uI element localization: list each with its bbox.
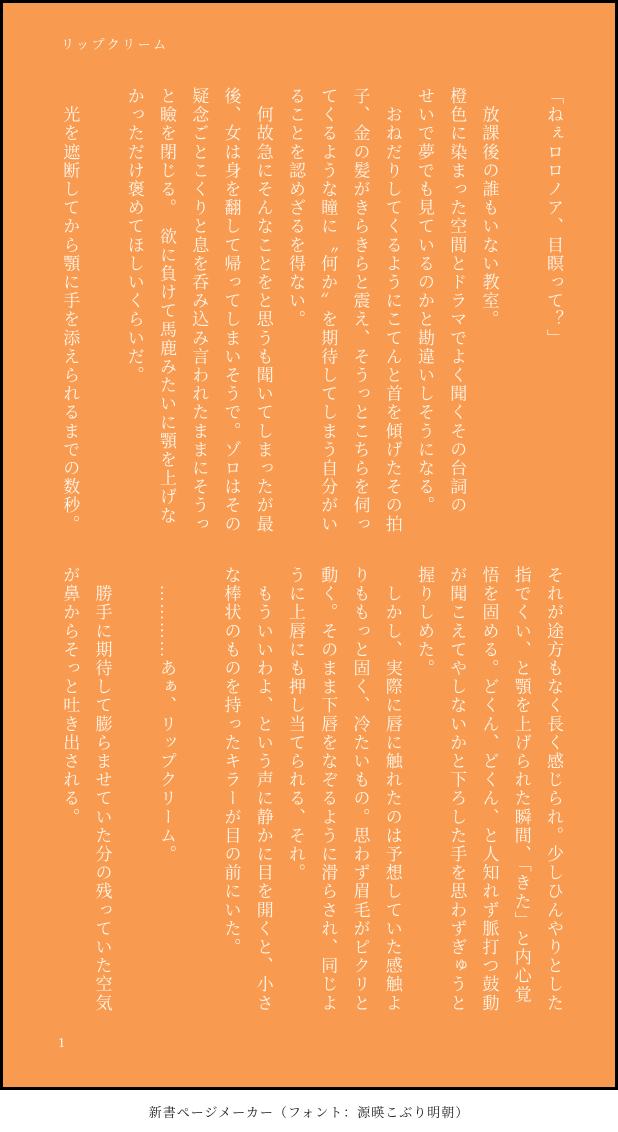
text-column: 疑念ごとこくりと息を呑み込み言われたままにそうっ: [189, 87, 209, 534]
text-column: うに上唇にも押し当てられる、それ。: [286, 566, 305, 883]
text-column: かっただけ褒めてほしいくらいだ。: [124, 87, 144, 385]
page-number: 1: [58, 1036, 65, 1051]
text-column: と瞼を閉じる。 欲に負けて馬鹿みたいに顎を上げな: [157, 87, 176, 525]
text-band-2: [53, 566, 569, 1018]
footer-credit-text: 新書ページメーカー（フォント：源暎こぶり明朝）: [148, 1104, 470, 1120]
text-column: おねだりしてくるようにこてんと首を傾げたその拍: [382, 87, 402, 534]
page-title: リップクリーム: [61, 37, 169, 52]
text-column: が鼻からそっと吐き出される。: [60, 566, 80, 827]
text-column: 動く。そのまま下唇をなぞるように滑らされ、同じよ: [318, 566, 338, 1013]
text-column: 指でくい、と顎を上げられた瞬間、「きた」と内心覚: [511, 566, 531, 1004]
text-column: 何故急にそんなことをと思うも聞いてしまったが最: [253, 87, 273, 534]
text-column: もういいわよ、という声に静かに目を開くと、小さ: [253, 566, 273, 1013]
text-column: りももっと固く、冷たいもの。思わず眉毛がピクリと: [350, 566, 370, 1013]
text-band-1: [53, 87, 569, 539]
text-column: せいで夢でも見ているのかと勘違いしそうになる。: [415, 87, 434, 515]
text-column: 「ねぇロロノア、目瞑って？」: [544, 87, 563, 348]
text-column: 橙色に染まった空間とドラマでよく聞くその台詞の: [447, 87, 467, 515]
text-column: が聞こえてやしないかと下ろした手を思わずぎゅうと: [447, 566, 467, 1013]
text-column: 握りしめた。: [415, 566, 434, 678]
text-column: 悟を固める。どくん、どくん、と人知れず脈打つ鼓動: [479, 566, 499, 1013]
footer-strip: [0, 1090, 618, 1132]
text-column: 後、女は身を翻して帰ってしまいそうで。ゾロはその: [221, 87, 241, 534]
text-column: それが途方もなく長く感じられ。少しひんやりとした: [544, 566, 563, 1013]
text-column: 放課後の誰もいない教室。: [479, 87, 499, 329]
text-column: てくるような瞳に〝何か〟を期待してしまう自分がい: [318, 87, 338, 534]
text-column: 光を遮断してから顎に手を添えられるまでの数秒。: [60, 87, 80, 534]
text-column: …………あぁ、リップクリーム。: [157, 566, 176, 864]
text-column-blank: [118, 566, 150, 1018]
text-column: ることを認めざるを得ない。: [286, 87, 305, 329]
text-column: 子、金の髪がきらきらと震え、そうっとこちらを伺っ: [350, 87, 370, 534]
text-column-blank: [182, 566, 214, 1018]
text-column-blank: [85, 87, 117, 539]
text-column-blank: [505, 87, 537, 539]
text-column: しかし、実際に唇に触れたのは予想していた感触よ: [382, 566, 402, 1013]
text-column: 勝手に期待して膨らませていた分の残っていた空気: [92, 566, 112, 1013]
text-column: な棒状のものを持ったキラーが目の前にいた。: [221, 566, 241, 957]
